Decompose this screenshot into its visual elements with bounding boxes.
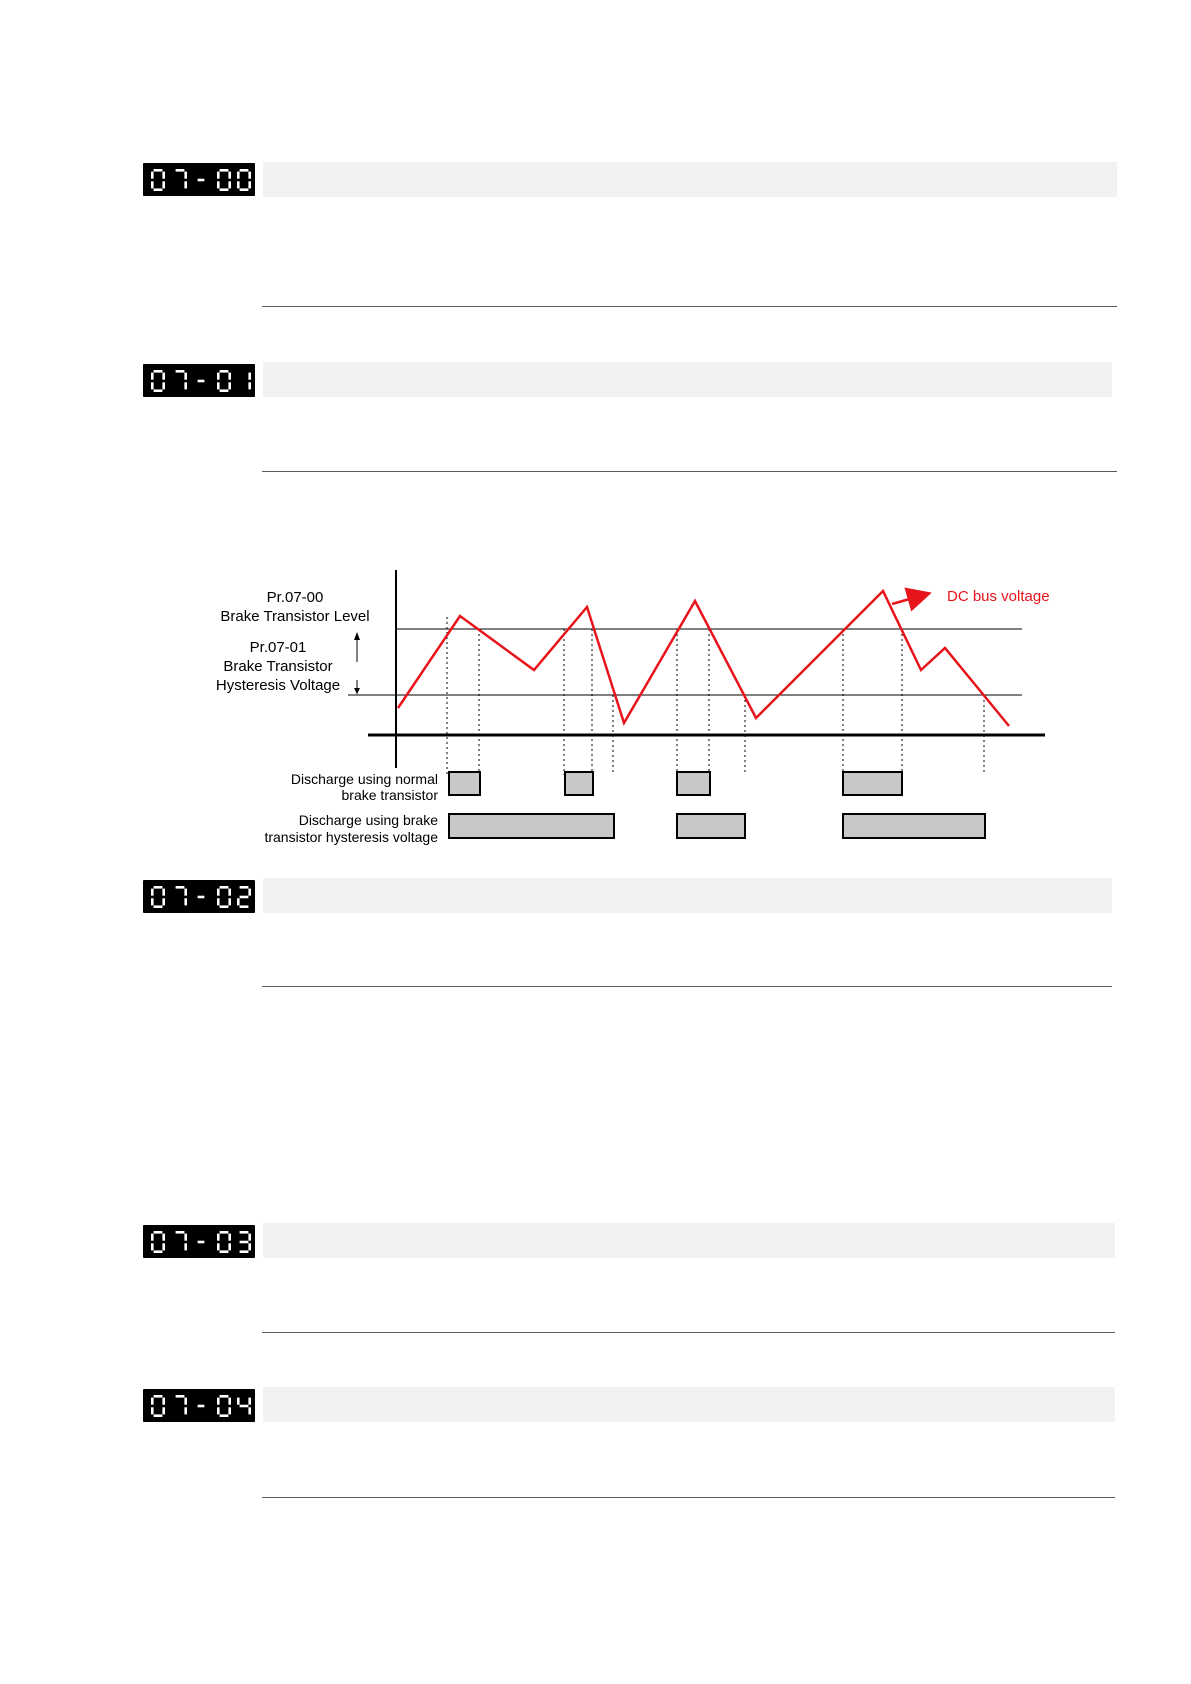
seven-segment-digit <box>176 1231 187 1250</box>
seven-segment-digit <box>176 169 187 188</box>
discharge-hysteresis-label-1: Discharge using brake <box>298 812 438 828</box>
param-code-digits <box>143 1384 255 1422</box>
param-code-badge <box>143 158 255 196</box>
hysteresis-label-3: Hysteresis Voltage <box>215 677 341 694</box>
seven-segment-digit <box>198 1405 205 1408</box>
param-title-bar <box>263 362 1112 397</box>
hysteresis-label-2: Brake Transistor <box>223 658 333 675</box>
seven-segment-digit <box>240 1231 251 1253</box>
discharge-normal-label-2: brake transistor <box>341 787 438 803</box>
section-divider <box>262 306 1117 307</box>
hysteresis-arrowhead-up <box>354 632 360 640</box>
seven-segment-digit <box>176 886 187 905</box>
discharge-normal-box <box>449 772 480 795</box>
seven-segment-digit <box>198 380 205 383</box>
seven-segment-digit <box>248 373 251 390</box>
param-code-text: 07-00 <box>143 158 146 159</box>
seven-segment-digit <box>237 1398 251 1415</box>
param-code-badge <box>143 1220 255 1258</box>
seven-segment-digit <box>198 179 205 182</box>
seven-segment-digit <box>151 1231 165 1253</box>
seven-segment-digit <box>151 169 165 191</box>
param-code-badge <box>143 1384 255 1422</box>
param-code-badge <box>143 875 255 913</box>
seven-segment-digit <box>151 886 165 908</box>
param-title-bar <box>263 162 1117 197</box>
seven-segment-digit <box>198 1241 205 1244</box>
dc-bus-voltage-line <box>398 591 1009 726</box>
seven-segment-digit <box>217 370 231 392</box>
seven-segment-digit <box>217 1231 231 1253</box>
discharge-hysteresis-box <box>677 814 745 838</box>
section-divider <box>262 986 1112 987</box>
seven-segment-digit <box>217 169 231 191</box>
param-code-digits <box>143 1220 255 1258</box>
hysteresis-arrowhead-down <box>354 688 360 694</box>
brake-level-label-2: Brake Transistor Level <box>220 608 370 625</box>
param-code-digits <box>143 158 255 196</box>
param-code-digits <box>143 359 255 397</box>
param-title-bar <box>263 878 1112 913</box>
discharge-hysteresis-boxes <box>449 814 985 838</box>
seven-segment-digit <box>151 370 165 392</box>
param-code-text: 07-03 <box>143 1220 146 1221</box>
param-title-bar <box>263 1387 1115 1422</box>
discharge-hysteresis-label-2: transistor hysteresis voltage <box>264 829 438 845</box>
param-title-bar <box>263 1223 1115 1258</box>
discharge-normal-box <box>677 772 710 795</box>
discharge-hysteresis-box <box>449 814 614 838</box>
section-divider <box>262 1332 1115 1333</box>
seven-segment-digit <box>237 886 251 908</box>
dc-bus-voltage-pointer <box>892 594 927 604</box>
discharge-normal-box <box>565 772 593 795</box>
section-divider <box>262 471 1117 472</box>
seven-segment-digit <box>176 370 187 389</box>
discharge-normal-boxes <box>449 772 902 795</box>
param-code-badge <box>143 359 255 397</box>
brake-level-label-1: Pr.07-00 <box>266 589 324 606</box>
dc-bus-voltage-label: DC bus voltage <box>947 588 1050 605</box>
seven-segment-digit <box>198 896 205 899</box>
param-code-digits <box>143 875 255 913</box>
param-code-text: 07-01 <box>143 359 146 360</box>
discharge-normal-box <box>843 772 902 795</box>
section-divider <box>262 1497 1115 1498</box>
seven-segment-digit <box>237 169 251 191</box>
hysteresis-label-1: Pr.07-01 <box>249 639 307 656</box>
param-code-text: 07-04 <box>143 1384 146 1385</box>
brake-transistor-diagram <box>190 560 1070 850</box>
discharge-normal-label-1: Discharge using normal <box>290 771 438 787</box>
seven-segment-digit <box>151 1395 165 1417</box>
discharge-hysteresis-box <box>843 814 985 838</box>
seven-segment-digit <box>176 1395 187 1414</box>
seven-segment-digit <box>217 1395 231 1417</box>
param-code-text: 07-02 <box>143 875 146 876</box>
seven-segment-digit <box>217 886 231 908</box>
